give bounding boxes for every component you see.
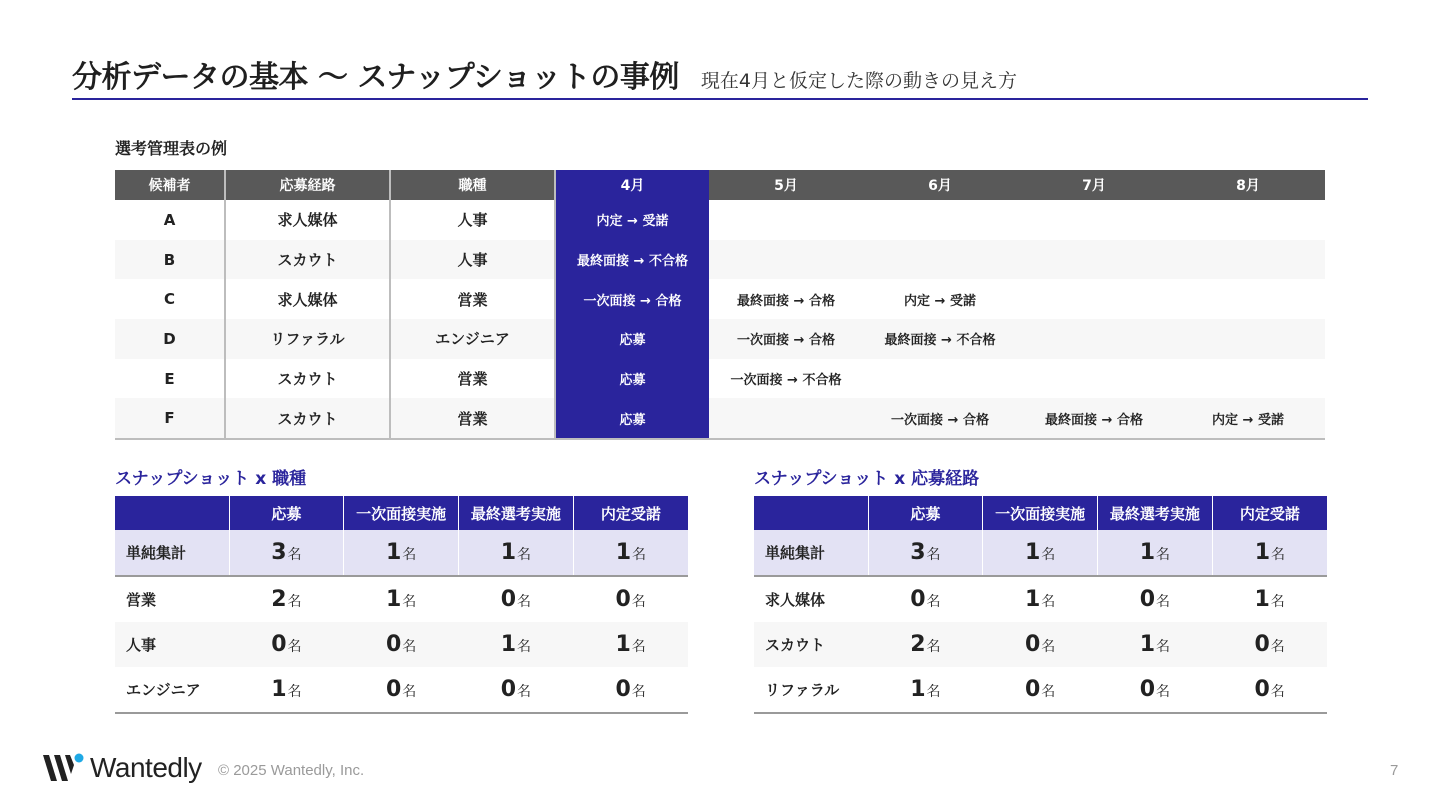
- column-header: 内定受諾: [1212, 496, 1327, 530]
- title-divider: [72, 98, 1368, 100]
- june-cell: [863, 200, 1017, 240]
- value-cell: 0名: [1212, 667, 1327, 713]
- route-cell: リファラル: [225, 319, 390, 359]
- august-cell: [1171, 240, 1325, 280]
- table-row: [115, 576, 688, 622]
- may-cell: 一次面接 → 不合格: [730, 373, 842, 389]
- july-cell: [1017, 359, 1171, 399]
- value-cell: 0名: [459, 667, 574, 713]
- value-cell: 0名: [910, 587, 941, 612]
- august-cell: [1171, 279, 1325, 319]
- value-cell: 1名: [229, 667, 344, 713]
- copyright-text: © 2025 Wantedly, Inc.: [218, 762, 365, 779]
- july-cell: 最終面接 → 合格: [1017, 398, 1171, 439]
- value-cell: 0名: [229, 622, 344, 667]
- candidate-cell: A: [115, 200, 225, 240]
- value-cell: 1名: [459, 622, 574, 667]
- column-header: 内定受諾: [573, 496, 688, 530]
- august-cell: [1171, 200, 1325, 240]
- value-cell: 1名: [459, 530, 574, 576]
- value-cell: 1名: [344, 530, 459, 576]
- value-cell: 0名: [344, 622, 459, 667]
- may-cell: 一次面接 → 合格: [709, 319, 863, 359]
- column-header: 6月: [863, 170, 1017, 200]
- july-cell: [1017, 240, 1171, 280]
- august-cell: [1171, 319, 1325, 359]
- column-header: 応募: [229, 496, 344, 530]
- column-header: [754, 496, 868, 530]
- total-row: [754, 530, 1327, 576]
- july-cell: [1017, 200, 1171, 240]
- column-header-current-month: 4月: [555, 170, 709, 200]
- candidate-cell: B: [115, 240, 225, 280]
- snapshot-route-label: スナップショット x 応募経路: [754, 469, 980, 489]
- april-cell: 応募: [555, 398, 709, 439]
- candidate-cell: F: [115, 398, 225, 439]
- selection-table-label: 選考管理表の例: [115, 139, 228, 158]
- wantedly-logo-mark-icon: [42, 752, 86, 784]
- table-row: [115, 200, 1325, 240]
- job-cell: 営業: [390, 359, 555, 399]
- job-cell: エンジニア: [390, 319, 555, 359]
- june-cell: [863, 359, 1017, 399]
- candidate-cell: D: [115, 319, 225, 359]
- value-cell: 0名: [983, 622, 1098, 667]
- job-cell: 人事: [390, 200, 555, 240]
- row-label: 求人媒体: [765, 591, 826, 609]
- table-row: [754, 622, 1327, 667]
- column-header: [115, 496, 229, 530]
- job-cell: 営業: [390, 279, 555, 319]
- value-cell: 1名: [1098, 530, 1213, 576]
- row-label: 単純集計: [754, 530, 868, 576]
- slide-subtitle: 現在4月と仮定した際の動きの見え方: [700, 70, 1017, 92]
- value-cell: 0名: [500, 587, 532, 612]
- column-header: 7月: [1017, 170, 1171, 200]
- value-cell: 1名: [1024, 587, 1056, 612]
- row-label: 人事: [115, 622, 229, 667]
- column-header: 候補者: [115, 170, 225, 200]
- row-label: エンジニア: [115, 667, 229, 713]
- route-cell: スカウト: [225, 398, 390, 439]
- column-header: 最終選考実施: [1098, 496, 1213, 530]
- june-cell: 内定 → 受諾: [904, 293, 976, 309]
- column-header: 最終選考実施: [459, 496, 574, 530]
- june-cell: [863, 240, 1017, 280]
- value-cell: 1名: [573, 530, 688, 576]
- april-cell: 応募: [555, 319, 709, 359]
- value-cell: 0名: [1139, 587, 1171, 612]
- wantedly-logo: [42, 752, 202, 784]
- value-cell: 3名: [229, 530, 344, 576]
- table-row: [115, 359, 1325, 399]
- april-cell: 応募: [555, 359, 709, 399]
- candidate-cell: C: [115, 279, 225, 319]
- row-label: 単純集計: [115, 530, 229, 576]
- value-cell: 1名: [983, 530, 1098, 576]
- july-cell: [1017, 319, 1171, 359]
- row-label: 営業: [126, 591, 157, 609]
- june-cell: 一次面接 → 合格: [863, 398, 1017, 439]
- value-cell: 1名: [385, 587, 417, 612]
- value-cell: 2名: [271, 587, 302, 612]
- job-cell: 人事: [390, 240, 555, 280]
- table-header-row: [754, 496, 1327, 530]
- value-cell: 1名: [1098, 622, 1213, 667]
- row-label: リファラル: [754, 667, 868, 713]
- value-cell: 1名: [1254, 587, 1285, 612]
- table-row: [754, 667, 1327, 713]
- snapshot-job-label: スナップショット x 職種: [115, 469, 307, 489]
- value-cell: 0名: [1212, 622, 1327, 667]
- column-header: 8月: [1171, 170, 1325, 200]
- table-row: [115, 319, 1325, 359]
- value-cell: 3名: [868, 530, 983, 576]
- column-header: 応募経路: [225, 170, 390, 200]
- candidate-cell: E: [115, 359, 225, 399]
- column-header: 一次面接実施: [344, 496, 459, 530]
- may-cell: [709, 398, 863, 439]
- snapshot-route-table: [754, 496, 1327, 714]
- table-row: [115, 667, 688, 713]
- august-cell: 内定 → 受諾: [1171, 398, 1325, 439]
- route-cell: スカウト: [225, 240, 390, 280]
- value-cell: 0名: [344, 667, 459, 713]
- may-cell: [709, 200, 863, 240]
- page-number: 7: [1390, 762, 1399, 779]
- table-row: [754, 576, 1327, 622]
- route-cell: スカウト: [225, 359, 390, 399]
- row-label: スカウト: [754, 622, 868, 667]
- table-row: [115, 240, 1325, 280]
- route-cell: 求人媒体: [225, 279, 390, 319]
- column-header: 5月: [709, 170, 863, 200]
- column-header: 職種: [390, 170, 555, 200]
- brand-name: Wantedly: [90, 752, 202, 783]
- april-cell: 最終面接 → 不合格: [555, 240, 709, 280]
- value-cell: 0名: [1098, 667, 1213, 713]
- value-cell: 2名: [868, 622, 983, 667]
- table-header-row: [115, 170, 1325, 200]
- table-row: [115, 622, 688, 667]
- slide-title-row: [72, 52, 1368, 96]
- may-cell: 最終面接 → 合格: [737, 293, 835, 309]
- slide-title: 分析データの基本 〜 スナップショットの事例: [72, 60, 679, 95]
- snapshot-job-table: [115, 496, 688, 714]
- column-header: 一次面接実施: [983, 496, 1098, 530]
- april-cell: 内定 → 受諾: [555, 200, 709, 240]
- value-cell: 0名: [983, 667, 1098, 713]
- june-cell: 最終面接 → 不合格: [863, 319, 1017, 359]
- value-cell: 1名: [1212, 530, 1327, 576]
- value-cell: 0名: [615, 587, 646, 612]
- value-cell: 1名: [573, 622, 688, 667]
- total-row: [115, 530, 688, 576]
- july-cell: [1017, 279, 1171, 319]
- april-cell: 一次面接 → 合格: [555, 279, 709, 319]
- table-header-row: [115, 496, 688, 530]
- column-header: 応募: [868, 496, 983, 530]
- may-cell: [709, 240, 863, 280]
- selection-management-table: [115, 170, 1325, 440]
- august-cell: [1171, 359, 1325, 399]
- table-row: [115, 279, 1325, 319]
- route-cell: 求人媒体: [225, 200, 390, 240]
- value-cell: 0名: [573, 667, 688, 713]
- job-cell: 営業: [390, 398, 555, 439]
- table-row: [115, 398, 1325, 439]
- value-cell: 1名: [868, 667, 983, 713]
